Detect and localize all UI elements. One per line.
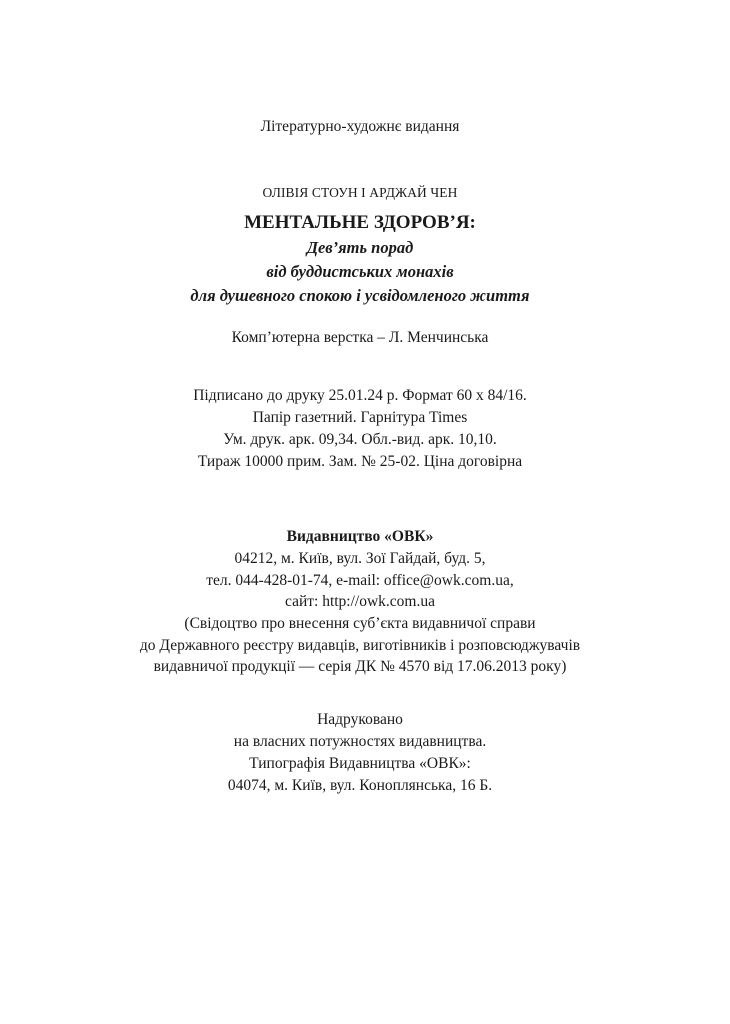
print-info-line-3: Ум. друк. арк. 09,34. Обл.-вид. арк. 10,10. [223, 431, 497, 448]
book-title: МЕНТАЛЬНЕ ЗДОРОВ’Я: [244, 212, 476, 233]
print-info-line-1: Підписано до друку 25.01.24 р. Формат 60 х 84/16. [193, 387, 527, 404]
authors: ОЛІВІЯ СТОУН І АРДЖАЙ ЧЕН [262, 185, 458, 200]
publisher-name: Видавництво «ОВК» [286, 528, 434, 545]
print-info-line-4: Тираж 10000 прим. Зам. № 25-02. Ціна договірна [197, 453, 523, 470]
printer-line-1: Надруковано [317, 711, 403, 728]
layout-credit: Комп’ютерна верстка – Л. Менчинська [231, 329, 489, 346]
printer-line-2: на власних потужностях видавництва. [233, 733, 487, 750]
publisher-certificate-line-2: до Державного реєстру видавців, виготівників і розповсюджувачів [139, 637, 581, 654]
publisher-address: 04212, м. Київ, вул. Зої Гайдай, буд. 5, [234, 550, 486, 567]
publisher-certificate-line-3: видавничої продукції — серія ДК № 4570 від 17.06.2013 року) [153, 658, 567, 675]
subtitle-line-1: Дев’ять порад [306, 238, 414, 257]
edition-type: Літературно-художнє видання [260, 118, 460, 135]
publisher-website: сайт: http://owk.com.ua [285, 593, 435, 610]
subtitle-line-2: від буддистських монахів [266, 262, 454, 281]
publisher-contacts: тел. 044-428-01-74, e-mail: office@owk.com.ua, [206, 572, 514, 589]
printer-line-3: Типографія Видавництва «ОВК»: [249, 755, 471, 772]
print-info-line-2: Папір газетний. Гарнітура Times [252, 409, 468, 426]
publisher-certificate-line-1: (Свідоцтво про внесення суб’єкта видавничої справи [184, 615, 536, 632]
printer-line-4: 04074, м. Київ, вул. Коноплянська, 16 Б. [227, 777, 493, 794]
subtitle-line-3: для душевного спокою і усвідомленого життя [190, 286, 530, 305]
